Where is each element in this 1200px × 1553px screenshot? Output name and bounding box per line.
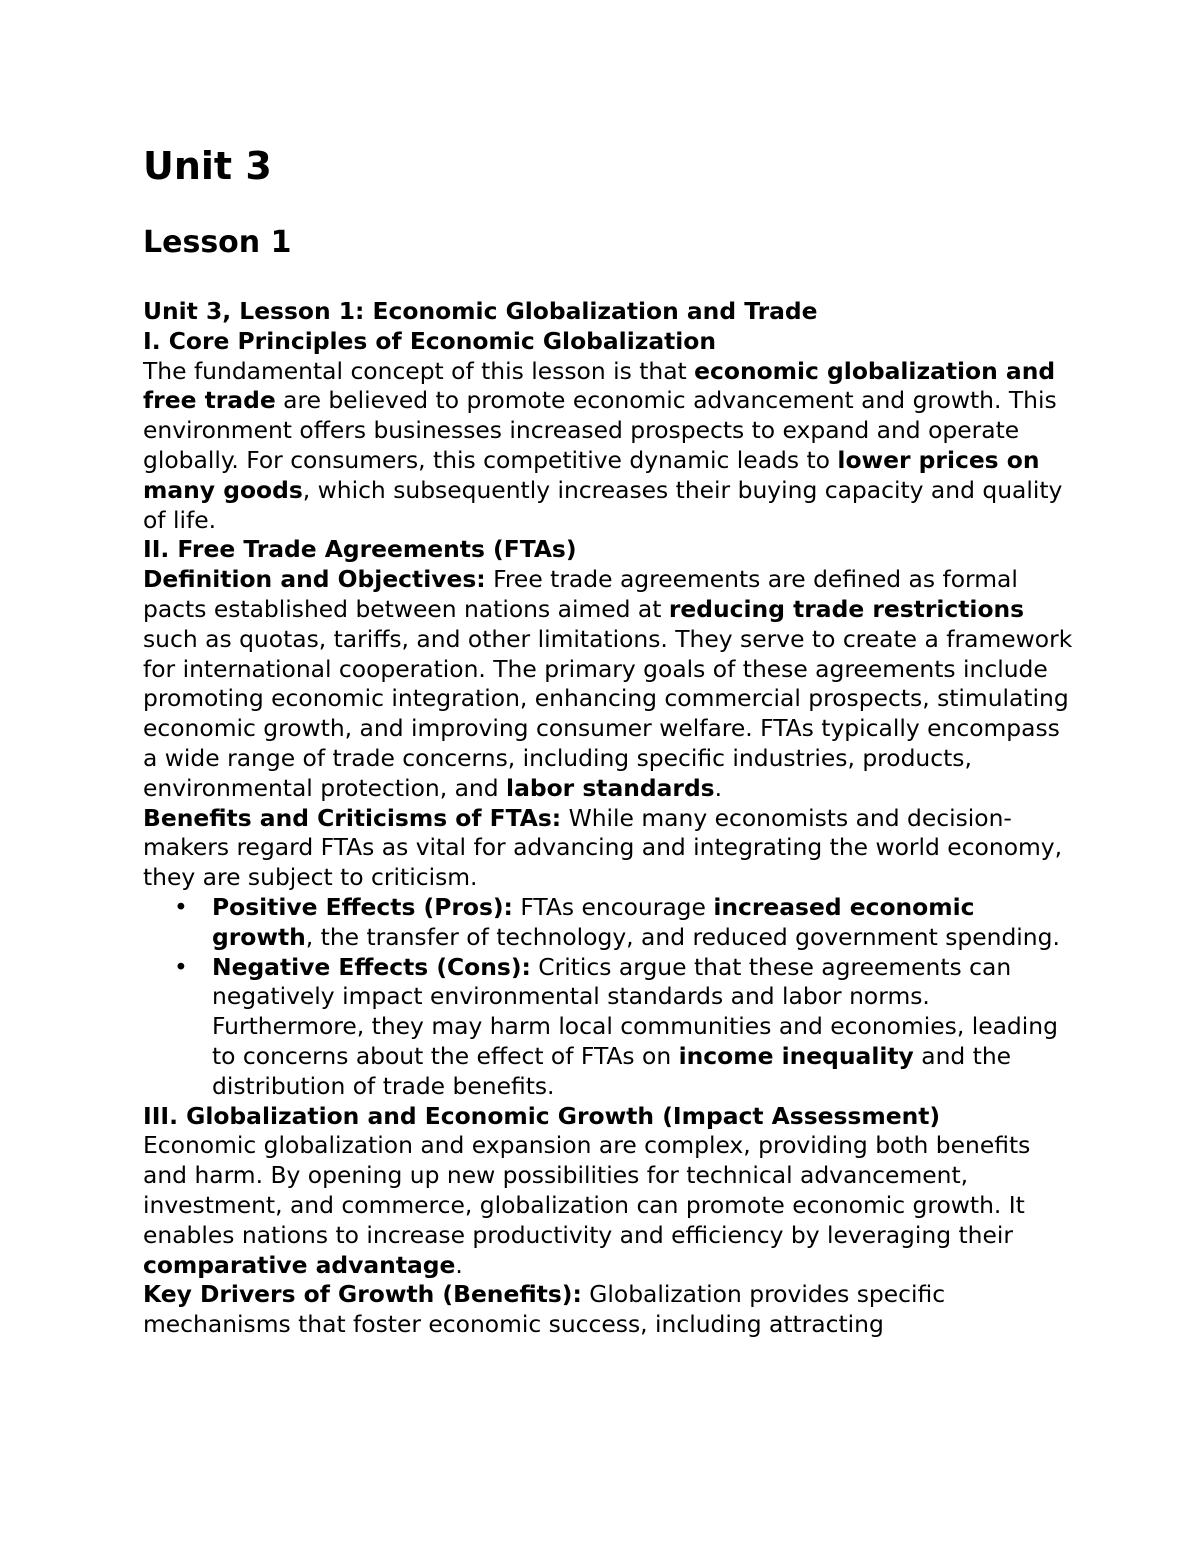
bullet-icon: •: [174, 952, 188, 981]
document-body: [143, 297, 1073, 1340]
section-3-drivers-paragraph: Key Drivers of Growth (Benefits): Globalization provides specific mechanisms that foster economic success, including attracting: [143, 1280, 946, 1339]
section-2-heading: II. Free Trade Agreements (FTAs): [143, 535, 577, 564]
lesson-title: Lesson 1: [143, 225, 292, 260]
bullet-icon: •: [174, 892, 188, 921]
list-item-cons: • Negative Effects (Cons): Critics argue that these agreements can negatively impact environmental standards and labor norms. Furthermore, they may harm local communities and economies, leading to concerns about the effect of FTAs on income inequality and the distribution of trade benefits.: [174, 952, 1058, 1100]
section-2-definition-paragraph: Definition and Objectives: Free trade agreements are defined as formal pacts established between nations aimed at reducing trade restrictions such as quotas, tariffs, and other limitations. They serve to create a framework for international cooperation. The primary goals of these agreements include promoting economic integration, enhancing commercial prospects, stimulating economic growth, and improving consumer welfare. FTAs typically encompass a wide range of trade concerns, including specific industries, products, environmental protection, and labor standards.: [143, 565, 1073, 802]
section-1-heading: I. Core Principles of Economic Globalization: [143, 326, 717, 355]
section-2-benefits-paragraph: Benefits and Criticisms of FTAs: While many economists and decision-makers regard FTAs as vital for advancing and integrating the world economy, they are subject to criticism.: [143, 803, 1063, 892]
section-1-paragraph: The fundamental concept of this lesson is that economic globalization and free trade are believed to promote economic advancement and growth. This environment offers businesses increased prospects to expand and operate globally. For consumers, this competitive dynamic leads to lower prices on many goods, which subsequently increases their buying capacity and quality of life.: [143, 356, 1063, 534]
section-3-heading: III. Globalization and Economic Growth (Impact Assessment): [143, 1101, 941, 1130]
effects-list: [143, 893, 1073, 1102]
section-3-paragraph: Economic globalization and expansion are complex, providing both benefits and harm. By opening up new possibilities for technical advancement, investment, and commerce, globalization can promote economic growth. It enables nations to increase productivity and efficiency by leveraging their comparative advantage.: [143, 1131, 1031, 1279]
document-content: [143, 142, 1073, 1340]
list-item-pros: • Positive Effects (Pros): FTAs encourage increased economic growth, the transfer of technology, and reduced government spending.: [174, 892, 1060, 951]
unit-title: Unit 3: [143, 144, 272, 188]
main-heading: Unit 3, Lesson 1: Economic Globalization and Trade: [143, 297, 818, 325]
